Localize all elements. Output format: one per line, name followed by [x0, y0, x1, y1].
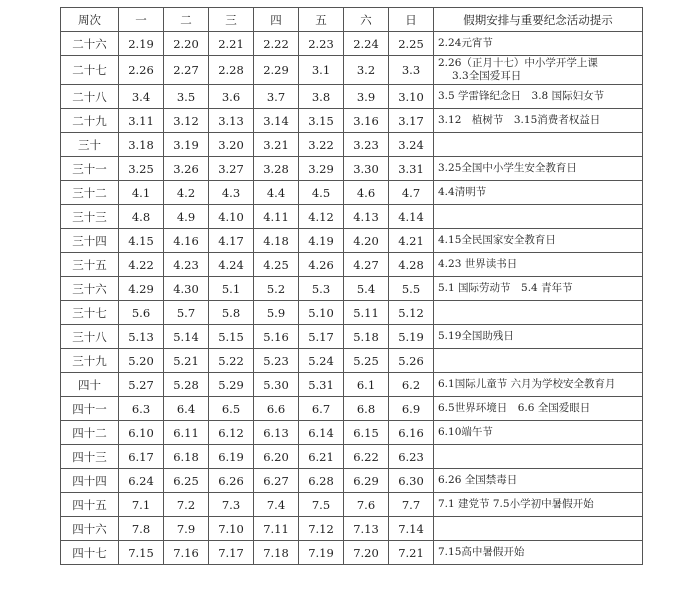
date-cell: 2.25: [389, 32, 434, 56]
date-cell: 5.2: [254, 277, 299, 301]
date-cell: 3.1: [299, 56, 344, 85]
calendar-document: [60, 7, 643, 565]
date-cell: 6.22: [344, 445, 389, 469]
date-cell: 3.27: [209, 157, 254, 181]
note-cell: [434, 493, 643, 517]
note-cell: [434, 397, 643, 421]
date-cell: 3.25: [119, 157, 164, 181]
date-cell: 2.20: [164, 32, 209, 56]
date-cell: 6.26: [209, 469, 254, 493]
date-cell: 5.29: [209, 373, 254, 397]
note-line: 3.25全国中小学生安全教育日: [438, 162, 577, 174]
date-cell: 5.15: [209, 325, 254, 349]
note-cell: [434, 253, 643, 277]
date-cell: 7.2: [164, 493, 209, 517]
table-row: [61, 373, 643, 397]
date-cell: 7.18: [254, 541, 299, 565]
header-mon: 一: [119, 8, 164, 32]
date-cell: 3.2: [344, 56, 389, 85]
date-cell: 3.4: [119, 85, 164, 109]
school-calendar-table: [60, 7, 643, 565]
date-cell: 4.4: [254, 181, 299, 205]
date-cell: 7.19: [299, 541, 344, 565]
header-fri: 五: [299, 8, 344, 32]
header-tue: 二: [164, 8, 209, 32]
date-cell: 3.6: [209, 85, 254, 109]
note-line: 7.1 建党节 7.5小学初中暑假开始: [438, 498, 594, 510]
date-cell: 4.30: [164, 277, 209, 301]
date-cell: 6.20: [254, 445, 299, 469]
header-sun: 日: [389, 8, 434, 32]
date-cell: 3.26: [164, 157, 209, 181]
date-cell: 6.29: [344, 469, 389, 493]
note-cell: [434, 133, 643, 157]
week-cell: 四十: [61, 373, 119, 397]
date-cell: 6.1: [344, 373, 389, 397]
date-cell: 4.17: [209, 229, 254, 253]
date-cell: 5.16: [254, 325, 299, 349]
date-cell: 7.6: [344, 493, 389, 517]
header-row: [61, 8, 643, 32]
date-cell: 5.18: [344, 325, 389, 349]
date-cell: 3.14: [254, 109, 299, 133]
table-row: [61, 56, 643, 85]
table-row: [61, 517, 643, 541]
note-cell: [434, 109, 643, 133]
date-cell: 3.5: [164, 85, 209, 109]
note-cell: [434, 229, 643, 253]
date-cell: 6.11: [164, 421, 209, 445]
date-cell: 3.12: [164, 109, 209, 133]
header-week: 周次: [61, 8, 119, 32]
date-cell: 2.29: [254, 56, 299, 85]
date-cell: 4.24: [209, 253, 254, 277]
note-line: 6.5世界环境日 6.6 全国爱眼日: [438, 402, 591, 414]
date-cell: 4.14: [389, 205, 434, 229]
week-cell: 三十九: [61, 349, 119, 373]
header-notes: 假期安排与重要纪念活动提示: [434, 8, 643, 32]
note-line: 4.15全民国家安全教育日: [438, 234, 556, 246]
date-cell: 7.17: [209, 541, 254, 565]
date-cell: 6.6: [254, 397, 299, 421]
date-cell: 6.24: [119, 469, 164, 493]
table-row: [61, 469, 643, 493]
week-cell: 四十五: [61, 493, 119, 517]
date-cell: 7.10: [209, 517, 254, 541]
date-cell: 6.23: [389, 445, 434, 469]
date-cell: 5.17: [299, 325, 344, 349]
date-cell: 4.9: [164, 205, 209, 229]
table-row: [61, 301, 643, 325]
date-cell: 2.28: [209, 56, 254, 85]
date-cell: 6.8: [344, 397, 389, 421]
table-row: [61, 493, 643, 517]
note-line: 5.19全国助残日: [438, 330, 514, 342]
week-cell: 四十六: [61, 517, 119, 541]
date-cell: 6.10: [119, 421, 164, 445]
week-cell: 三十八: [61, 325, 119, 349]
week-cell: 二十八: [61, 85, 119, 109]
date-cell: 6.14: [299, 421, 344, 445]
note-line: 3.12 植树节 3.15消费者权益日: [438, 114, 601, 126]
table-row: [61, 445, 643, 469]
date-cell: 4.7: [389, 181, 434, 205]
date-cell: 2.22: [254, 32, 299, 56]
table-row: [61, 229, 643, 253]
date-cell: 7.16: [164, 541, 209, 565]
date-cell: 4.13: [344, 205, 389, 229]
date-cell: 5.30: [254, 373, 299, 397]
note-cell: [434, 325, 643, 349]
header-thu: 四: [254, 8, 299, 32]
table-row: [61, 541, 643, 565]
date-cell: 5.7: [164, 301, 209, 325]
date-cell: 5.12: [389, 301, 434, 325]
table-row: [61, 85, 643, 109]
date-cell: 7.14: [389, 517, 434, 541]
week-cell: 三十: [61, 133, 119, 157]
note-line: 3.3全国爱耳日: [452, 70, 522, 82]
week-cell: 四十四: [61, 469, 119, 493]
week-cell: 三十一: [61, 157, 119, 181]
date-cell: 7.11: [254, 517, 299, 541]
header-wed: 三: [209, 8, 254, 32]
date-cell: 4.25: [254, 253, 299, 277]
week-cell: 四十二: [61, 421, 119, 445]
date-cell: 6.5: [209, 397, 254, 421]
date-cell: 7.1: [119, 493, 164, 517]
date-cell: 2.24: [344, 32, 389, 56]
note-cell: [434, 157, 643, 181]
week-cell: 三十二: [61, 181, 119, 205]
date-cell: 3.16: [344, 109, 389, 133]
date-cell: 2.21: [209, 32, 254, 56]
date-cell: 5.28: [164, 373, 209, 397]
week-cell: 三十三: [61, 205, 119, 229]
week-cell: 四十三: [61, 445, 119, 469]
table-row: [61, 349, 643, 373]
date-cell: 6.17: [119, 445, 164, 469]
date-cell: 4.5: [299, 181, 344, 205]
table-row: [61, 181, 643, 205]
date-cell: 4.11: [254, 205, 299, 229]
date-cell: 3.19: [164, 133, 209, 157]
week-cell: 二十六: [61, 32, 119, 56]
date-cell: 6.4: [164, 397, 209, 421]
date-cell: 5.10: [299, 301, 344, 325]
date-cell: 6.30: [389, 469, 434, 493]
week-cell: 二十七: [61, 56, 119, 85]
date-cell: 7.7: [389, 493, 434, 517]
note-cell: [434, 85, 643, 109]
date-cell: 7.4: [254, 493, 299, 517]
date-cell: 6.25: [164, 469, 209, 493]
date-cell: 3.22: [299, 133, 344, 157]
date-cell: 5.20: [119, 349, 164, 373]
date-cell: 5.9: [254, 301, 299, 325]
date-cell: 3.7: [254, 85, 299, 109]
date-cell: 2.26: [119, 56, 164, 85]
calendar-body: [61, 32, 643, 565]
table-row: [61, 325, 643, 349]
date-cell: 5.6: [119, 301, 164, 325]
date-cell: 3.20: [209, 133, 254, 157]
note-line: 5.1 国际劳动节 5.4 青年节: [438, 282, 573, 294]
week-cell: 三十七: [61, 301, 119, 325]
note-cell: [434, 469, 643, 493]
note-cell: [434, 517, 643, 541]
table-row: [61, 205, 643, 229]
date-cell: 4.3: [209, 181, 254, 205]
date-cell: 5.11: [344, 301, 389, 325]
table-row: [61, 157, 643, 181]
date-cell: 3.8: [299, 85, 344, 109]
date-cell: 5.27: [119, 373, 164, 397]
date-cell: 5.24: [299, 349, 344, 373]
date-cell: 3.30: [344, 157, 389, 181]
date-cell: 6.2: [389, 373, 434, 397]
date-cell: 6.15: [344, 421, 389, 445]
date-cell: 6.3: [119, 397, 164, 421]
note-cell: [434, 349, 643, 373]
table-row: [61, 133, 643, 157]
date-cell: 2.19: [119, 32, 164, 56]
date-cell: 6.13: [254, 421, 299, 445]
date-cell: 7.3: [209, 493, 254, 517]
date-cell: 5.1: [209, 277, 254, 301]
date-cell: 5.14: [164, 325, 209, 349]
note-cell: [434, 373, 643, 397]
date-cell: 4.15: [119, 229, 164, 253]
date-cell: 7.12: [299, 517, 344, 541]
date-cell: 7.9: [164, 517, 209, 541]
date-cell: 4.27: [344, 253, 389, 277]
note-line: 6.1国际儿童节 六月为学校安全教育月: [438, 378, 616, 390]
week-cell: 三十六: [61, 277, 119, 301]
date-cell: 4.18: [254, 229, 299, 253]
date-cell: 2.27: [164, 56, 209, 85]
date-cell: 3.9: [344, 85, 389, 109]
table-row: [61, 109, 643, 133]
date-cell: 5.13: [119, 325, 164, 349]
date-cell: 3.15: [299, 109, 344, 133]
date-cell: 7.20: [344, 541, 389, 565]
note-line: 2.24元宵节: [438, 37, 493, 49]
note-line: 7.15高中暑假开始: [438, 546, 525, 558]
note-cell: [434, 541, 643, 565]
date-cell: 6.12: [209, 421, 254, 445]
date-cell: 3.18: [119, 133, 164, 157]
table-row: [61, 421, 643, 445]
date-cell: 5.25: [344, 349, 389, 373]
note-cell: [434, 421, 643, 445]
date-cell: 6.16: [389, 421, 434, 445]
date-cell: 5.5: [389, 277, 434, 301]
date-cell: 3.13: [209, 109, 254, 133]
header-sat: 六: [344, 8, 389, 32]
date-cell: 3.3: [389, 56, 434, 85]
note-cell: [434, 205, 643, 229]
date-cell: 4.6: [344, 181, 389, 205]
date-cell: 4.1: [119, 181, 164, 205]
date-cell: 3.10: [389, 85, 434, 109]
week-cell: 四十七: [61, 541, 119, 565]
date-cell: 5.8: [209, 301, 254, 325]
date-cell: 5.21: [164, 349, 209, 373]
note-line: 4.4清明节: [438, 186, 487, 198]
date-cell: 6.19: [209, 445, 254, 469]
date-cell: 7.8: [119, 517, 164, 541]
date-cell: 4.23: [164, 253, 209, 277]
date-cell: 4.26: [299, 253, 344, 277]
date-cell: 6.21: [299, 445, 344, 469]
date-cell: 4.19: [299, 229, 344, 253]
note-cell: [434, 56, 643, 85]
table-row: [61, 277, 643, 301]
date-cell: 5.4: [344, 277, 389, 301]
date-cell: 4.29: [119, 277, 164, 301]
date-cell: 4.28: [389, 253, 434, 277]
date-cell: 7.5: [299, 493, 344, 517]
date-cell: 3.24: [389, 133, 434, 157]
week-cell: 三十五: [61, 253, 119, 277]
date-cell: 4.21: [389, 229, 434, 253]
date-cell: 5.26: [389, 349, 434, 373]
date-cell: 6.18: [164, 445, 209, 469]
note-cell: [434, 301, 643, 325]
date-cell: 6.27: [254, 469, 299, 493]
date-cell: 6.9: [389, 397, 434, 421]
date-cell: 3.21: [254, 133, 299, 157]
week-cell: 三十四: [61, 229, 119, 253]
note-line: 6.26 全国禁毒日: [438, 474, 518, 486]
date-cell: 7.15: [119, 541, 164, 565]
note-line: 4.23 世界读书日: [438, 258, 518, 270]
date-cell: 4.20: [344, 229, 389, 253]
date-cell: 6.7: [299, 397, 344, 421]
date-cell: 4.2: [164, 181, 209, 205]
date-cell: 3.31: [389, 157, 434, 181]
date-cell: 5.22: [209, 349, 254, 373]
date-cell: 5.3: [299, 277, 344, 301]
date-cell: 7.13: [344, 517, 389, 541]
date-cell: 3.23: [344, 133, 389, 157]
week-cell: 四十一: [61, 397, 119, 421]
date-cell: 3.11: [119, 109, 164, 133]
date-cell: 5.19: [389, 325, 434, 349]
date-cell: 2.23: [299, 32, 344, 56]
table-row: [61, 253, 643, 277]
note-cell: [434, 277, 643, 301]
date-cell: 3.17: [389, 109, 434, 133]
note-cell: [434, 445, 643, 469]
week-cell: 二十九: [61, 109, 119, 133]
date-cell: 4.16: [164, 229, 209, 253]
note-line: 2.26（正月十七）中小学开学上课: [438, 57, 598, 69]
date-cell: 4.12: [299, 205, 344, 229]
date-cell: 7.21: [389, 541, 434, 565]
date-cell: 6.28: [299, 469, 344, 493]
note-line: 3.5 学雷锋纪念日 3.8 国际妇女节: [438, 90, 605, 102]
date-cell: 5.31: [299, 373, 344, 397]
date-cell: 4.10: [209, 205, 254, 229]
date-cell: 3.29: [299, 157, 344, 181]
table-row: [61, 397, 643, 421]
note-cell: [434, 181, 643, 205]
note-cell: [434, 32, 643, 56]
date-cell: 5.23: [254, 349, 299, 373]
note-line: 6.10端午节: [438, 426, 493, 438]
date-cell: 4.22: [119, 253, 164, 277]
date-cell: 3.28: [254, 157, 299, 181]
date-cell: 4.8: [119, 205, 164, 229]
table-row: [61, 32, 643, 56]
